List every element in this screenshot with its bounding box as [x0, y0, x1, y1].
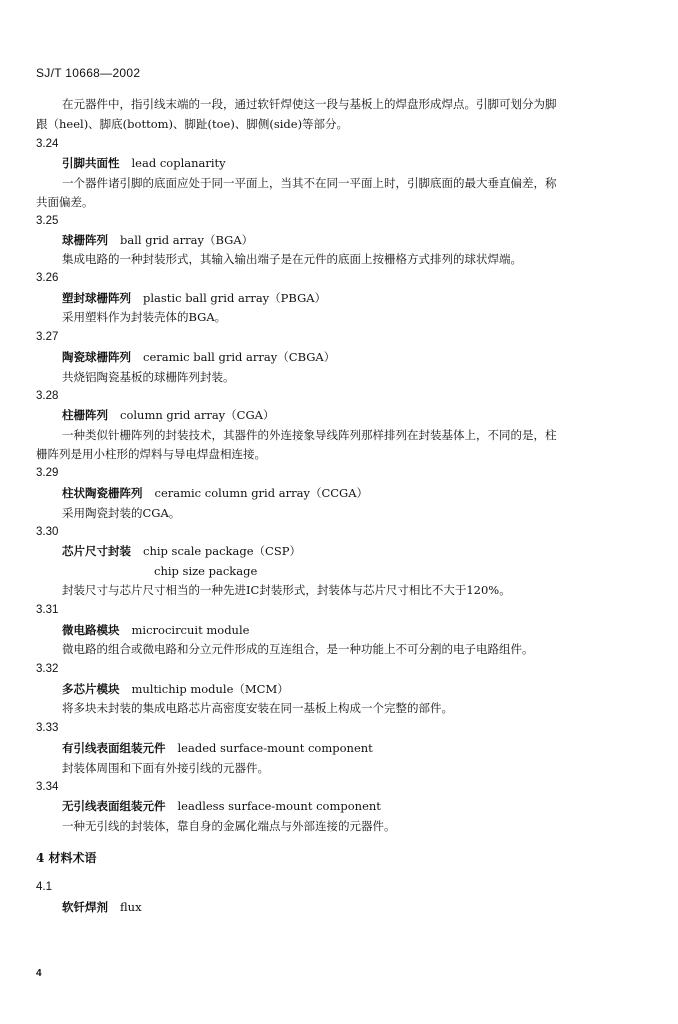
term-heading	[62, 543, 301, 559]
term-zh: 有引线表面组装元件	[62, 741, 166, 755]
term-zh: 微电路模块	[62, 623, 120, 637]
definition-line: 封装体周围和下面有外接引线的元器件。	[62, 761, 269, 775]
term-en: multichip module（MCM）	[131, 682, 289, 696]
term-en: ceramic column grid array（CCGA）	[154, 486, 369, 500]
definition-line: 共烧铝陶瓷基板的球栅阵列封装。	[62, 370, 235, 384]
definition-line: 一个器件诸引脚的底面应处于同一平面上，当其不在同一平面上时，引脚底面的最大垂直偏差，称	[62, 176, 557, 190]
term-zh: 软钎焊剂	[62, 900, 108, 914]
definition-line: 栅阵列是用小柱形的焊料与导电焊盘相连接。	[36, 447, 266, 461]
term-zh: 引脚共面性	[62, 156, 120, 170]
term-heading	[62, 155, 226, 171]
term-zh: 无引线表面组装元件	[62, 799, 166, 813]
clause-number: 3.30	[36, 526, 59, 538]
definition-line: 集成电路的一种封装形式，其输入输出端子是在元件的底面上按栅格方式排列的球状焊端。	[62, 252, 522, 266]
term-en: column grid array（CGA）	[120, 408, 275, 422]
term-en: ball grid array（BGA）	[120, 233, 254, 247]
clause-number: 3.33	[36, 722, 59, 734]
term-heading	[62, 899, 142, 915]
clause-number: 3.28	[36, 390, 59, 402]
term-en: plastic ball grid array（PBGA）	[143, 291, 327, 305]
term-heading	[62, 798, 381, 814]
clause-number: 4.1	[36, 881, 52, 893]
clause-number: 3.31	[36, 604, 59, 616]
intro-line-1: 在元器件中，指引线末端的一段，通过软钎焊使这一段与基板上的焊盘形成焊点。引脚可划分为脚	[62, 97, 557, 111]
clause-number: 3.26	[36, 272, 59, 284]
definition-line: 将多块未封装的集成电路芯片高密度安装在同一基板上构成一个完整的部件。	[62, 701, 453, 715]
clause-number: 3.34	[36, 781, 59, 793]
definition-line: 采用陶瓷封装的CGA。	[62, 506, 181, 520]
definition-line: 共面偏差。	[36, 195, 94, 209]
clause-number: 3.27	[36, 331, 59, 343]
page-number: 4	[36, 968, 42, 979]
intro-line-2: 跟（heel)、脚底(bottom)、脚趾(toe)、脚侧(side)等部分。	[36, 117, 349, 131]
term-heading	[62, 232, 253, 248]
definition-line: 一种无引线的封装体，靠自身的金属化端点与外部连接的元器件。	[62, 819, 396, 833]
term-en: chip scale package（CSP）	[143, 544, 301, 558]
clause-number: 3.32	[36, 663, 59, 675]
term-zh: 陶瓷球栅阵列	[62, 350, 131, 364]
clause-number: 3.24	[36, 138, 59, 150]
term-heading	[62, 290, 326, 306]
term-heading	[62, 485, 368, 501]
term-heading	[62, 622, 249, 638]
term-en: ceramic ball grid array（CBGA）	[143, 350, 336, 364]
term-zh: 球栅阵列	[62, 233, 108, 247]
term-en: microcircuit module	[131, 623, 250, 637]
term-heading	[62, 349, 335, 365]
section-heading: 4 材料术语	[36, 851, 97, 865]
term-en: flux	[120, 900, 142, 914]
term-en: leadless surface-mount component	[177, 799, 381, 813]
term-en-alt: chip size package	[154, 564, 258, 578]
term-zh: 塑封球栅阵列	[62, 291, 131, 305]
definition-line: 采用塑料作为封装壳体的BGA。	[62, 310, 227, 324]
term-heading	[62, 407, 274, 423]
term-zh: 柱状陶瓷栅阵列	[62, 486, 143, 500]
definition-line: 微电路的组合或微电路和分立元件形成的互连组合，是一种功能上不可分割的电子电路组件。	[62, 642, 534, 656]
clause-number: 3.29	[36, 467, 59, 479]
term-en: lead coplanarity	[131, 156, 226, 170]
term-zh: 多芯片模块	[62, 682, 120, 696]
term-heading	[62, 740, 373, 756]
standard-number: SJ/T 10668—2002	[36, 66, 141, 80]
term-zh: 柱栅阵列	[62, 408, 108, 422]
term-zh: 芯片尺寸封装	[62, 544, 131, 558]
definition-line: 一种类似针栅阵列的封装技术，其器件的外连接象导线阵列那样排列在封装基体上，不同的是，柱	[62, 428, 557, 442]
definition-line: 封装尺寸与芯片尺寸相当的一种先进IC封装形式，封装体与芯片尺寸相比不大于120%。	[62, 583, 511, 597]
term-heading	[62, 681, 289, 697]
term-en: leaded surface-mount component	[177, 741, 373, 755]
clause-number: 3.25	[36, 215, 59, 227]
